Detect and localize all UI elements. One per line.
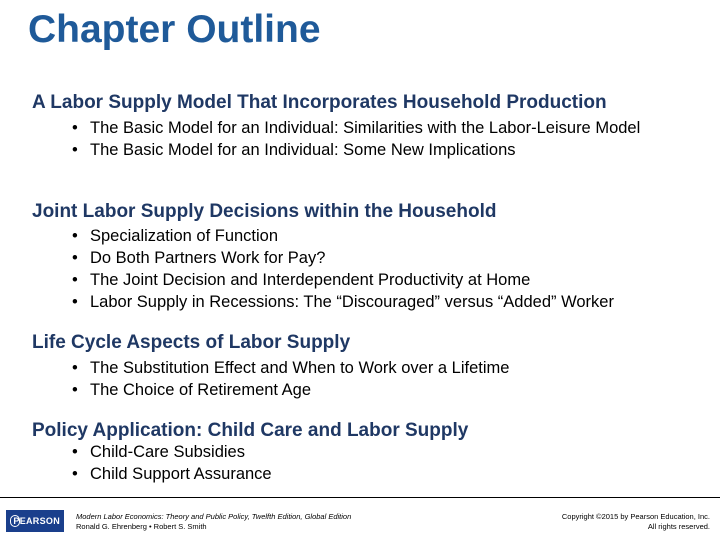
bullet-text: Do Both Partners Work for Pay? <box>90 249 326 267</box>
bullet-icon: • <box>72 271 78 289</box>
book-authors: Ronald G. Ehrenberg • Robert S. Smith <box>76 522 207 531</box>
pearson-mark-icon <box>10 515 20 527</box>
bullet-text: The Choice of Retirement Age <box>90 381 312 399</box>
footer-citation <box>76 512 351 532</box>
list-item <box>72 247 614 269</box>
bullet-list-policy-application <box>72 441 272 485</box>
slide-title: Chapter Outline <box>28 8 321 51</box>
footer-copyright <box>562 512 710 532</box>
bullet-icon: • <box>72 359 78 377</box>
section-heading-life-cycle: Life Cycle Aspects of Labor Supply <box>32 332 351 353</box>
pearson-logo <box>6 510 64 532</box>
list-item <box>72 441 272 463</box>
logo-text: PEARSON <box>13 516 60 526</box>
list-item <box>72 357 509 379</box>
section-heading-policy-application: Policy Application: Child Care and Labor Supply <box>32 420 469 441</box>
list-item <box>72 139 690 161</box>
list-item <box>72 225 614 247</box>
bullet-icon: • <box>72 141 78 159</box>
bullet-text: The Basic Model for an Individual: Some New Implications <box>90 141 516 159</box>
bullet-icon: • <box>72 227 78 245</box>
bullet-text: Child Support Assurance <box>90 465 272 483</box>
bullet-icon: • <box>72 119 78 137</box>
list-item <box>72 291 614 313</box>
bullet-text: The Joint Decision and Interdependent Productivity at Home <box>90 271 531 289</box>
bullet-text: Child-Care Subsidies <box>90 443 245 461</box>
bullet-list-joint-labor-supply <box>72 225 614 313</box>
section-heading-household-production: A Labor Supply Model That Incorporates Household Production <box>32 92 607 113</box>
bullet-text: Specialization of Function <box>90 227 279 245</box>
bullet-icon: • <box>72 249 78 267</box>
list-item <box>72 269 614 291</box>
bullet-icon: • <box>72 293 78 311</box>
bullet-icon: • <box>72 443 78 461</box>
footer-divider <box>0 497 720 498</box>
rights-line: All rights reserved. <box>647 522 710 531</box>
bullet-list-life-cycle <box>72 357 509 401</box>
list-item <box>72 379 509 401</box>
bullet-text: Labor Supply in Recessions: The “Discouraged” versus “Added” Worker <box>90 293 614 311</box>
list-item <box>72 463 272 485</box>
bullet-text: The Substitution Effect and When to Work over a Lifetime <box>90 359 510 377</box>
bullet-list-household-production <box>72 117 690 161</box>
bullet-icon: • <box>72 381 78 399</box>
bullet-icon: • <box>72 465 78 483</box>
list-item <box>72 117 690 139</box>
section-heading-joint-labor-supply: Joint Labor Supply Decisions within the Household <box>32 201 497 222</box>
book-title: Modern Labor Economics: Theory and Public Policy, Twelfth Edition, Global Edition <box>76 512 352 521</box>
copyright-line: Copyright ©2015 by Pearson Education, Inc. <box>561 512 710 521</box>
bullet-text: The Basic Model for an Individual: Similarities with the Labor-Leisure Model <box>90 119 641 137</box>
